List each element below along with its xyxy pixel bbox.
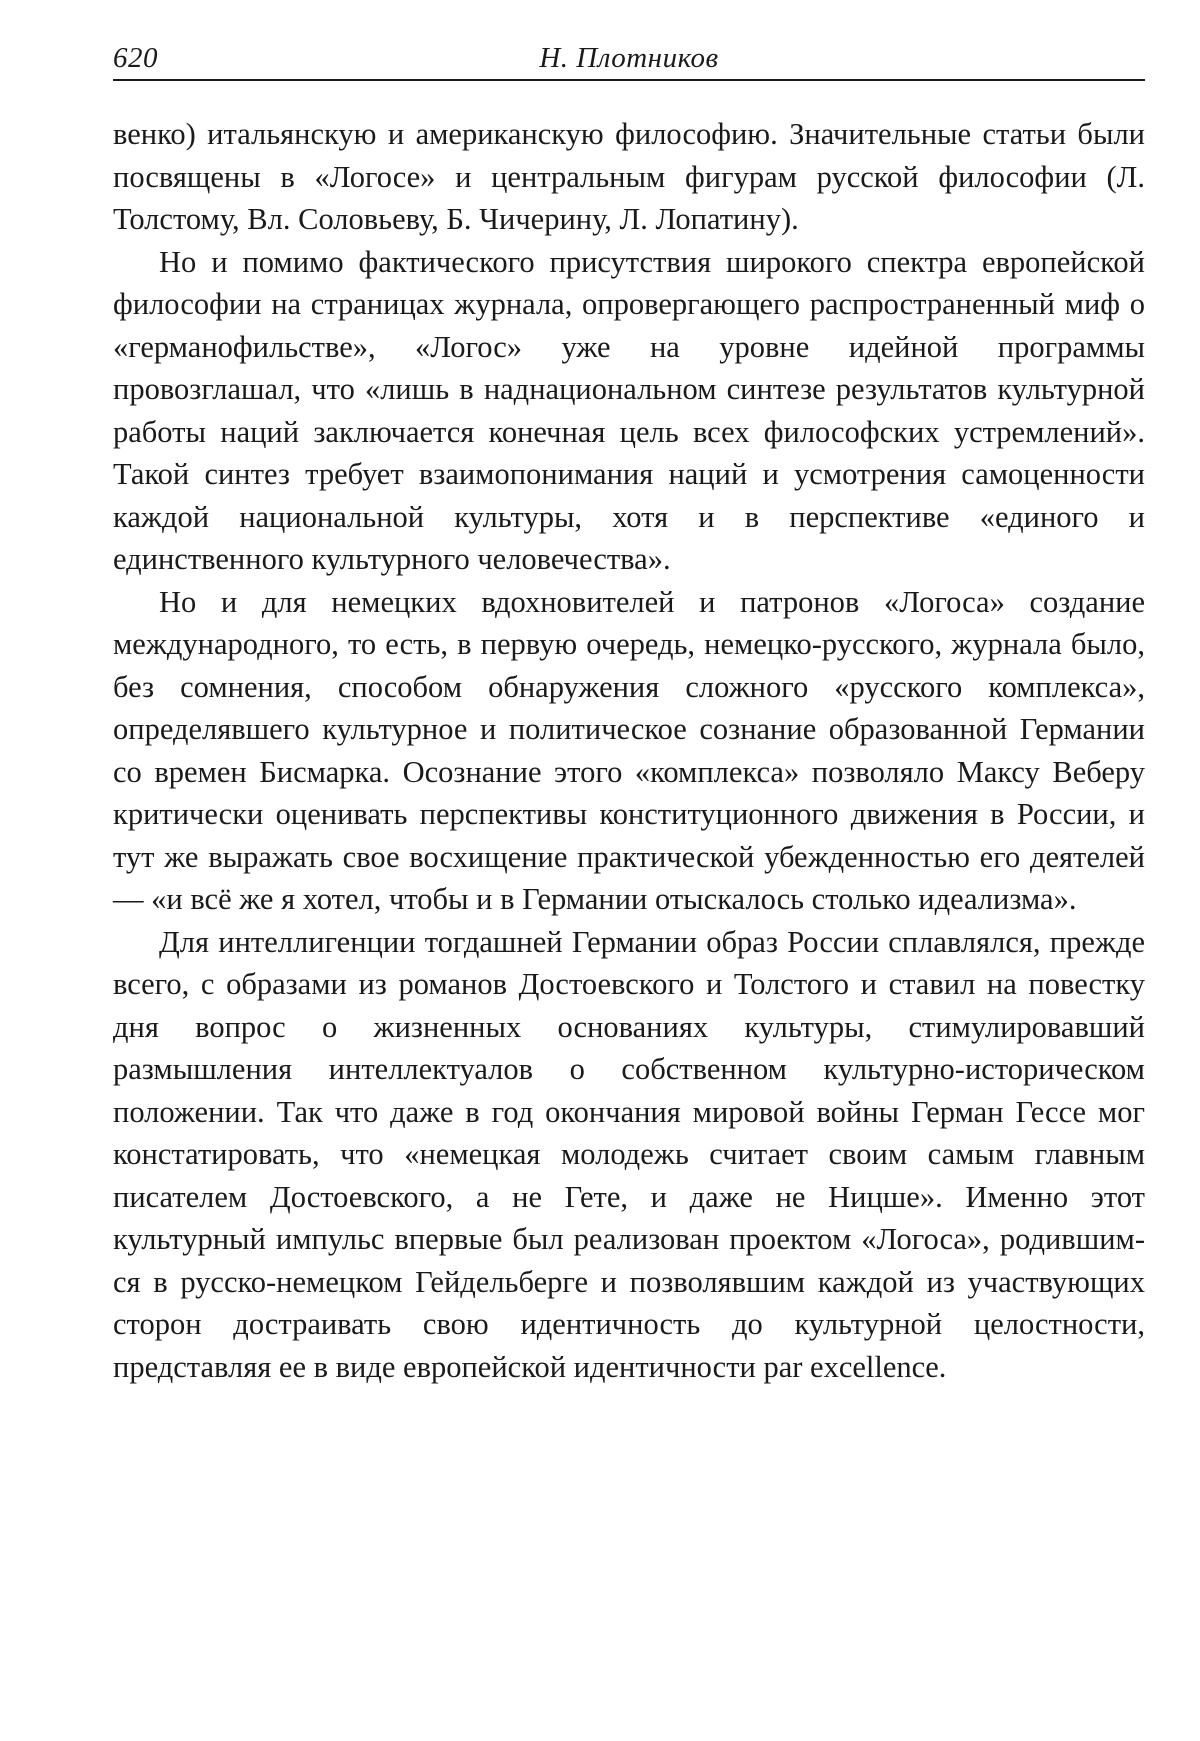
page-header [113, 36, 1145, 80]
running-head: Н. Плотников [539, 42, 719, 74]
paragraph-2: Но и помимо фактического присутствия широкого спектра европейской философии на страницах журнала, опровергающего распространенный миф о «германофильстве», «Логос» уже на уровне идейной программы провозглашал, что «лишь в наднациональном синтезе результатов культурной работы наций заключается конечная цель всех философских устремлений». Такой синтез требует взаимопонимания наций и усмотрения самоценности каждой национальной культуры, хотя и в перспективе «единого и единственного культурного человечества». [113, 244, 1145, 576]
header-rule [113, 79, 1145, 81]
body-text [113, 113, 1145, 1388]
paragraph-1: венко) итальянскую и американскую философию. Значительные статьи были посвящены в «Логосе» и центральным фигурам русской философии (Л. Толстому, Вл. Соловьеву, Б. Чичерину, Л. Лопатину). [113, 117, 1145, 236]
paragraph-4: Для интеллигенции тогдашней Германии образ России сплавлялся, прежде всего, с образами из романов Достоевского и Толстого и ставил на повестку дня вопрос о жизненных основаниях культуры, стимулировавший размышления интеллектуалов о собственном культурно-историческом положении. Так что даже в год окончания мировой войны Герман Гессе мог констатировать, что «немецкая молодежь считает своим самым главным писателем Достоевского, а не Гете, и даже не Ницше». Именно этот культурный импульс впервые был реализован проектом «Логоса», родившимся в русско-немецком Гейдельберге и позволявшим каждой из участвующих сторон достраивать свою идентичность до культурной целостности, представляя ее в виде европейской идентичности par excellence. [113, 924, 1145, 1384]
paragraph-3: Но и для немецких вдохновителей и патронов «Логоса» создание международного, то есть, в первую очередь, немецко-русского, журнала было, без сомнения, способом обнаружения сложного «русского комплекса», определявшего культурное и политическое сознание образованной Германии со времен Бисмарка. Осознание этого «комплекса» позволяло Максу Веберу критически оценивать перспективы конституционного движения в России, и тут же выражать свое восхищение практической убежденностью его деятелей — «и всё же я хотел, чтобы и в Германии отыскалось столько идеализма». [113, 584, 1145, 916]
page-number: 620 [113, 42, 158, 74]
